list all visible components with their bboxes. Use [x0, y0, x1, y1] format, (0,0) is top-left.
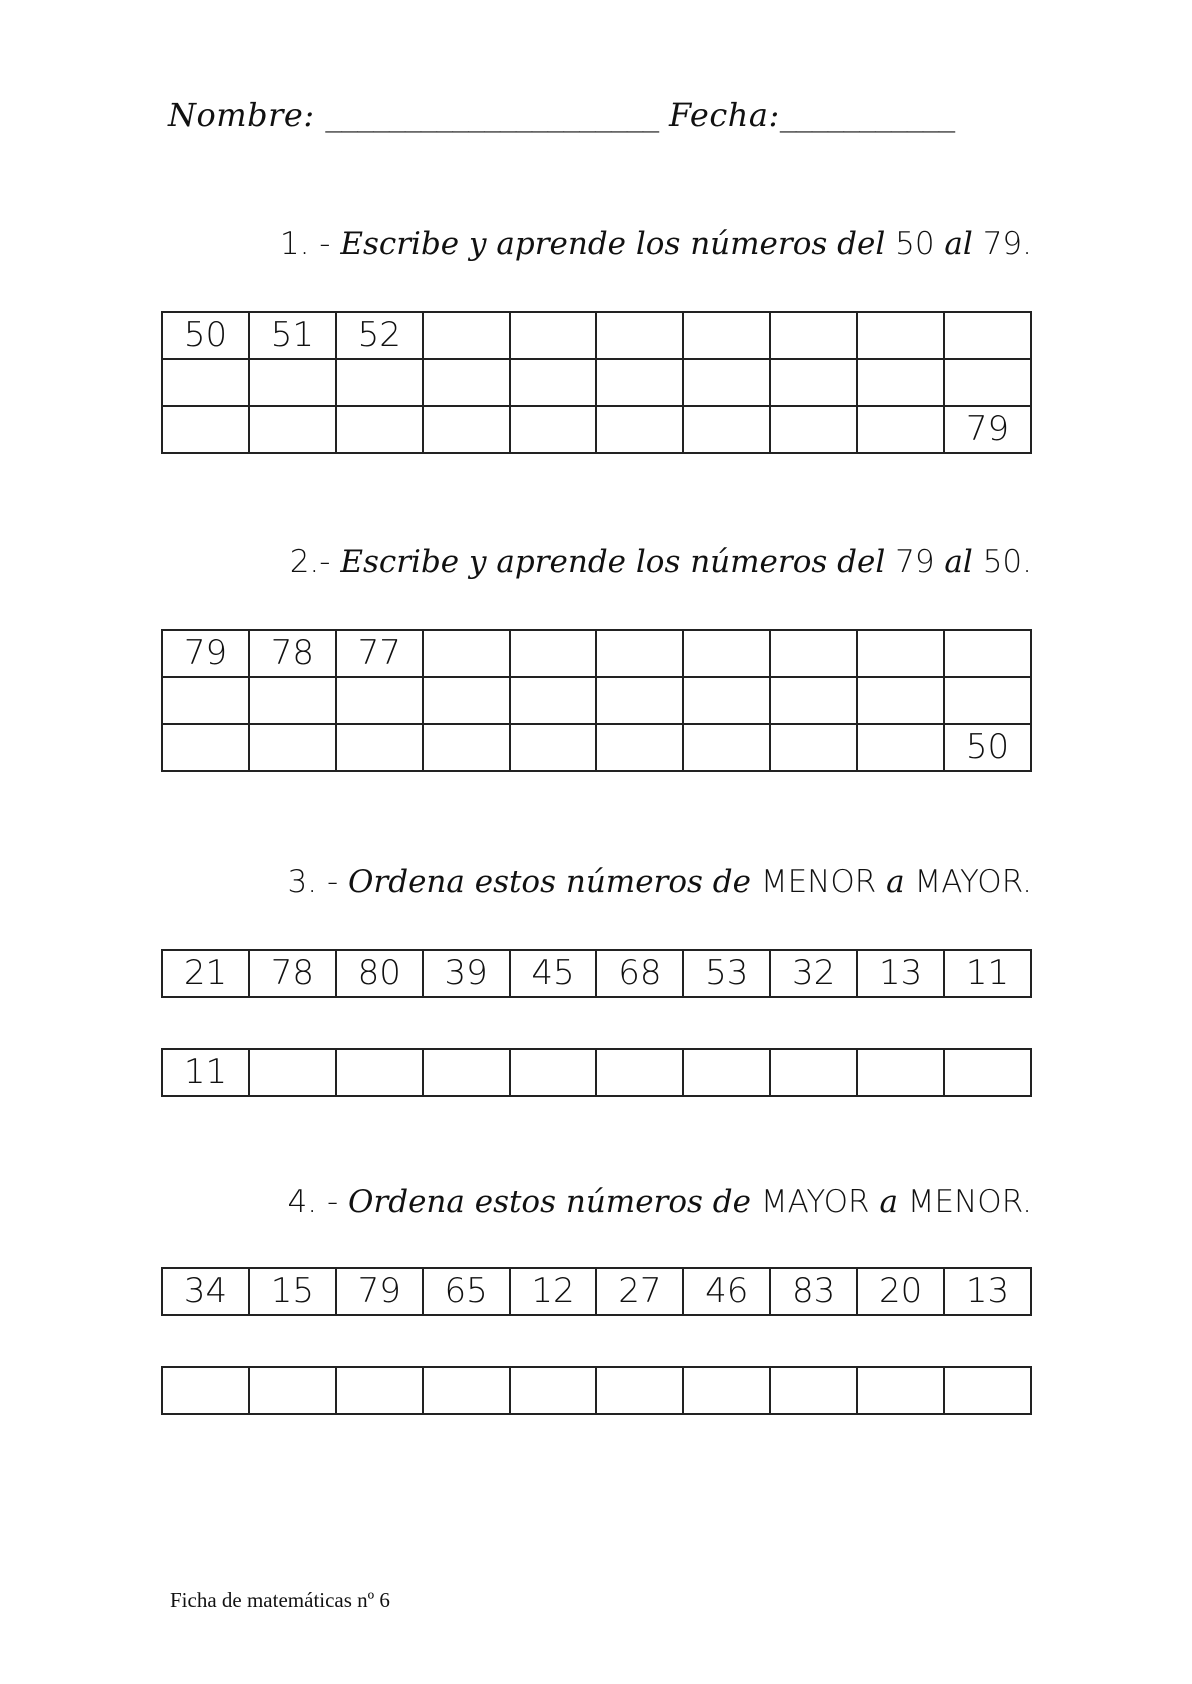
range-from: 50 — [895, 226, 935, 262]
exercise-3-numbers-row — [161, 949, 1032, 998]
grid-cell-blank[interactable] — [683, 312, 770, 359]
grid-cell-blank[interactable] — [510, 312, 597, 359]
grid-cell-blank[interactable] — [944, 630, 1031, 677]
grid-cell-filled: 20 — [857, 1268, 944, 1315]
grid-cell-blank[interactable] — [162, 1367, 249, 1414]
grid-cell-blank[interactable] — [510, 1367, 597, 1414]
order-connector: a — [886, 864, 905, 900]
grid-cell-blank[interactable] — [336, 1049, 423, 1096]
grid-cell-filled: 46 — [683, 1268, 770, 1315]
grid-cell-filled: 27 — [596, 1268, 683, 1315]
name-label: Nombre: — [168, 96, 315, 134]
grid-cell-blank[interactable] — [162, 677, 249, 724]
grid-row — [162, 406, 1031, 453]
grid-cell-filled: 53 — [683, 950, 770, 997]
grid-cell-blank[interactable] — [683, 1049, 770, 1096]
grid-cell-filled: 83 — [770, 1268, 857, 1315]
range-to: 79. — [982, 226, 1032, 262]
exercise-4-heading — [288, 1184, 1032, 1220]
grid-cell-blank[interactable] — [249, 724, 336, 771]
grid-row — [162, 677, 1031, 724]
grid-cell-blank[interactable] — [683, 406, 770, 453]
grid-cell-blank[interactable] — [510, 406, 597, 453]
worksheet-footer: Ficha de matemáticas nº 6 — [170, 1588, 390, 1612]
grid-cell-filled: 79 — [336, 1268, 423, 1315]
grid-cell-filled: 32 — [770, 950, 857, 997]
order-from: MENOR — [760, 864, 877, 900]
grid-cell-blank[interactable] — [857, 1367, 944, 1414]
grid-cell-filled: 78 — [249, 630, 336, 677]
grid-cell-filled: 50 — [944, 724, 1031, 771]
exercise-2-grid — [161, 629, 1032, 772]
grid-cell-blank[interactable] — [770, 677, 857, 724]
grid-cell-blank[interactable] — [770, 724, 857, 771]
grid-row — [162, 312, 1031, 359]
exercise-instruction: Escribe y aprende los números del — [340, 226, 886, 262]
grid-cell-blank[interactable] — [944, 312, 1031, 359]
grid-cell-blank[interactable] — [510, 359, 597, 406]
date-field[interactable]: ___________ — [779, 100, 955, 133]
grid-cell-blank[interactable] — [510, 630, 597, 677]
order-to: MENOR. — [907, 1184, 1032, 1220]
exercise-instruction: Ordena estos números de — [348, 864, 751, 900]
grid-cell-blank[interactable] — [857, 724, 944, 771]
grid-cell-blank[interactable] — [336, 724, 423, 771]
grid-cell-blank[interactable] — [596, 359, 683, 406]
grid-cell-blank[interactable] — [510, 1049, 597, 1096]
date-label: Fecha: — [668, 96, 780, 134]
range-from: 79 — [895, 544, 935, 580]
grid-cell-blank[interactable] — [162, 359, 249, 406]
grid-cell-filled: 68 — [596, 950, 683, 997]
exercise-3-answer-row — [161, 1048, 1032, 1097]
grid-cell-filled: 11 — [162, 1049, 249, 1096]
range-to: 50. — [982, 544, 1032, 580]
grid-cell-blank[interactable] — [683, 1367, 770, 1414]
grid-cell-blank[interactable] — [336, 406, 423, 453]
grid-cell-blank[interactable] — [857, 406, 944, 453]
grid-row — [162, 630, 1031, 677]
grid-cell-blank[interactable] — [683, 630, 770, 677]
grid-cell-blank[interactable] — [683, 677, 770, 724]
grid-cell-filled: 15 — [249, 1268, 336, 1315]
grid-cell-filled: 21 — [162, 950, 249, 997]
grid-cell-blank[interactable] — [249, 1049, 336, 1096]
exercise-number: 4. - — [287, 1184, 339, 1220]
exercise-1-grid — [161, 311, 1032, 454]
grid-cell-blank[interactable] — [162, 724, 249, 771]
exercise-3-heading — [288, 864, 1032, 900]
grid-cell-filled: 13 — [944, 1268, 1031, 1315]
grid-cell-filled: 51 — [249, 312, 336, 359]
grid-cell-filled: 45 — [510, 950, 597, 997]
grid-cell-blank[interactable] — [423, 630, 510, 677]
grid-row — [162, 1367, 1031, 1414]
exercise-number: 2.- — [289, 544, 331, 580]
grid-cell-filled: 34 — [162, 1268, 249, 1315]
exercise-4-numbers-row — [161, 1267, 1032, 1316]
grid-cell-blank[interactable] — [596, 312, 683, 359]
grid-cell-filled: 50 — [162, 312, 249, 359]
exercise-number: 1. - — [279, 226, 331, 262]
grid-cell-blank[interactable] — [249, 677, 336, 724]
exercise-instruction: Escribe y aprende los números del — [340, 544, 886, 580]
grid-cell-blank[interactable] — [423, 312, 510, 359]
grid-cell-blank[interactable] — [944, 677, 1031, 724]
grid-cell-blank[interactable] — [857, 630, 944, 677]
grid-cell-filled: 52 — [336, 312, 423, 359]
name-field[interactable]: _____________________ — [325, 100, 659, 133]
grid-cell-filled: 11 — [944, 950, 1031, 997]
order-connector: a — [879, 1184, 898, 1220]
grid-cell-blank[interactable] — [423, 1367, 510, 1414]
exercise-1-heading — [280, 226, 1032, 262]
grid-cell-filled: 79 — [944, 406, 1031, 453]
grid-cell-blank[interactable] — [423, 1049, 510, 1096]
student-info-header — [168, 96, 954, 134]
grid-cell-filled: 79 — [162, 630, 249, 677]
grid-cell-blank[interactable] — [249, 1367, 336, 1414]
order-from: MAYOR — [760, 1184, 870, 1220]
grid-cell-blank[interactable] — [944, 359, 1031, 406]
grid-cell-blank[interactable] — [423, 406, 510, 453]
grid-row — [162, 1268, 1031, 1315]
range-connector: al — [944, 544, 973, 580]
grid-cell-blank[interactable] — [423, 724, 510, 771]
grid-row — [162, 1049, 1031, 1096]
grid-cell-blank[interactable] — [857, 312, 944, 359]
grid-cell-blank[interactable] — [510, 677, 597, 724]
grid-cell-blank[interactable] — [596, 1049, 683, 1096]
exercise-2-heading — [290, 544, 1032, 580]
grid-row — [162, 359, 1031, 406]
grid-cell-blank[interactable] — [336, 359, 423, 406]
grid-cell-blank[interactable] — [857, 359, 944, 406]
order-to: MAYOR. — [914, 864, 1032, 900]
grid-cell-blank[interactable] — [683, 359, 770, 406]
exercise-number: 3. - — [287, 864, 339, 900]
exercise-instruction: Ordena estos números de — [348, 1184, 751, 1220]
grid-cell-blank[interactable] — [336, 1367, 423, 1414]
grid-cell-blank[interactable] — [596, 677, 683, 724]
grid-cell-blank[interactable] — [770, 630, 857, 677]
grid-cell-blank[interactable] — [683, 724, 770, 771]
grid-cell-blank[interactable] — [596, 1367, 683, 1414]
grid-cell-blank[interactable] — [770, 406, 857, 453]
grid-cell-blank[interactable] — [249, 359, 336, 406]
grid-cell-filled: 39 — [423, 950, 510, 997]
grid-cell-blank[interactable] — [423, 677, 510, 724]
range-connector: al — [944, 226, 973, 262]
grid-cell-blank[interactable] — [596, 406, 683, 453]
grid-cell-blank[interactable] — [770, 359, 857, 406]
grid-cell-blank[interactable] — [336, 677, 423, 724]
grid-cell-filled: 65 — [423, 1268, 510, 1315]
grid-cell-blank[interactable] — [857, 1049, 944, 1096]
grid-cell-blank[interactable] — [162, 406, 249, 453]
grid-cell-blank[interactable] — [770, 312, 857, 359]
grid-cell-blank[interactable] — [944, 1367, 1031, 1414]
grid-cell-blank[interactable] — [510, 724, 597, 771]
grid-cell-blank[interactable] — [423, 359, 510, 406]
grid-cell-blank[interactable] — [596, 724, 683, 771]
grid-cell-blank[interactable] — [857, 677, 944, 724]
grid-cell-blank[interactable] — [944, 1049, 1031, 1096]
exercise-4-answer-row — [161, 1366, 1032, 1415]
grid-cell-filled: 77 — [336, 630, 423, 677]
grid-cell-filled: 78 — [249, 950, 336, 997]
grid-cell-filled: 80 — [336, 950, 423, 997]
grid-cell-filled: 12 — [510, 1268, 597, 1315]
grid-row — [162, 950, 1031, 997]
grid-cell-blank[interactable] — [596, 630, 683, 677]
grid-cell-blank[interactable] — [249, 406, 336, 453]
grid-cell-blank[interactable] — [770, 1049, 857, 1096]
grid-cell-filled: 13 — [857, 950, 944, 997]
grid-row — [162, 724, 1031, 771]
grid-cell-blank[interactable] — [770, 1367, 857, 1414]
